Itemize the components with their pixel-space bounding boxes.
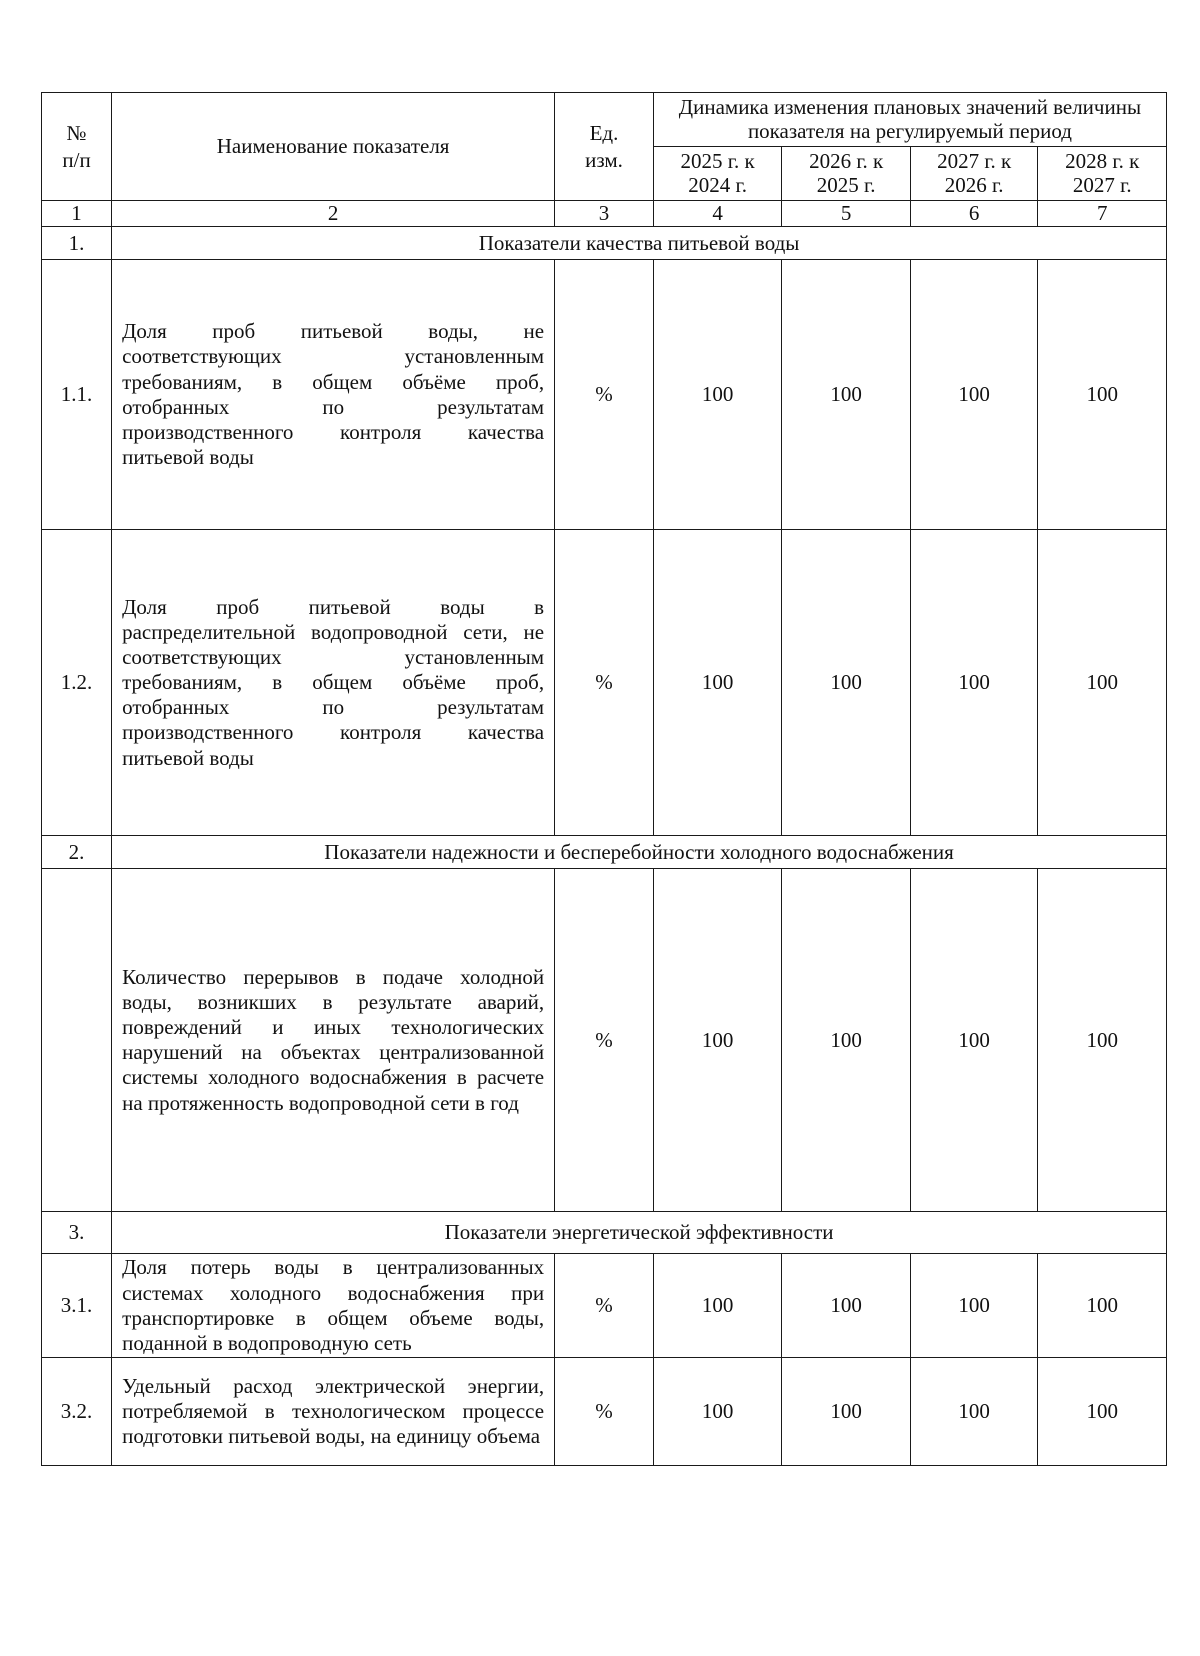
header-period-label: 2025 г. к 2024 г.: [680, 148, 755, 197]
row-num: 3.1.: [42, 1254, 112, 1358]
row-unit: %: [555, 260, 654, 530]
header-num-cell: [42, 93, 112, 201]
column-number: 6: [910, 201, 1037, 227]
header-unit-cell: [555, 93, 654, 201]
row-value: 100: [1038, 260, 1167, 530]
row-value: 100: [782, 1254, 911, 1358]
table-row: [42, 1358, 1167, 1466]
header-dynamics-cell: [653, 93, 1166, 147]
header-period-label: 2028 г. к 2027 г.: [1065, 148, 1140, 197]
table-row: [42, 1254, 1167, 1358]
header-period-2: [782, 147, 911, 201]
row-value: 100: [782, 530, 911, 836]
column-number: 4: [653, 201, 782, 227]
row-value: 100: [653, 260, 782, 530]
row-name-text: Удельный расход электрической энергии, потребляемой в технологическом процессе подготовки питьевой воды, на единицу объема: [122, 1373, 545, 1449]
row-name: [112, 530, 555, 836]
row-num: [42, 869, 112, 1212]
header-unit-label: Ед. изм.: [585, 121, 623, 172]
row-name: [112, 260, 555, 530]
section-num: 1.: [42, 227, 112, 260]
row-num: 1.1.: [42, 260, 112, 530]
column-number: 5: [782, 201, 911, 227]
column-numbers-row: [42, 201, 1167, 227]
table-row: [42, 260, 1167, 530]
row-name-text: Количество перерывов в подаче холодной воды, возникших в результате аварий, повреждений и иных технологических нарушений на объектах централизованной системы холодного водоснабжения в расчете на протяженность водопроводной сети в год: [122, 964, 545, 1115]
section-num: 3.: [42, 1212, 112, 1254]
header-dynamics-label: Динамика изменения плановых значений величины показателя на регулируемый период: [678, 94, 1142, 143]
row-value: 100: [910, 1254, 1037, 1358]
header-num-label: № п/п: [62, 121, 91, 172]
table-row: [42, 530, 1167, 836]
row-value: 100: [1038, 869, 1167, 1212]
row-value: 100: [653, 1254, 782, 1358]
section-header-row: [42, 227, 1167, 260]
section-header-row: [42, 1212, 1167, 1254]
header-period-label: 2026 г. к 2025 г.: [809, 148, 884, 197]
row-unit: %: [555, 1254, 654, 1358]
header-name-cell: [112, 93, 555, 201]
row-value: 100: [653, 530, 782, 836]
header-period-1: [653, 147, 782, 201]
row-unit: %: [555, 869, 654, 1212]
table-row: [42, 869, 1167, 1212]
row-value: 100: [910, 260, 1037, 530]
row-value: 100: [910, 530, 1037, 836]
row-value: 100: [1038, 530, 1167, 836]
header-period-4: [1038, 147, 1167, 201]
row-name-text: Доля потерь воды в централизованных системах холодного водоснабжения при транспортировке в общем объеме воды, поданной в водопроводную сеть: [122, 1255, 545, 1355]
row-num: 1.2.: [42, 530, 112, 836]
row-value: 100: [782, 1358, 911, 1466]
section-title: Показатели качества питьевой воды: [112, 227, 1167, 260]
row-value: 100: [910, 1358, 1037, 1466]
row-num: 3.2.: [42, 1358, 112, 1466]
row-value: 100: [782, 869, 911, 1212]
row-name: [112, 869, 555, 1212]
row-name: [112, 1358, 555, 1466]
row-name-text: Доля проб питьевой воды в распределительной водопроводной сети, не соответствующих установленным требованиям, в общем объёме проб, отобранных по результатам производственного контроля качества питьевой воды: [122, 594, 545, 770]
column-number: 7: [1038, 201, 1167, 227]
column-number: 2: [112, 201, 555, 227]
header-name-label: Наименование показателя: [216, 133, 450, 158]
row-value: 100: [910, 869, 1037, 1212]
section-num: 2.: [42, 836, 112, 869]
row-name: [112, 1254, 555, 1358]
row-unit: %: [555, 530, 654, 836]
column-number: 3: [555, 201, 654, 227]
indicators-table: [41, 92, 1167, 1466]
column-number: 1: [42, 201, 112, 227]
row-unit: %: [555, 1358, 654, 1466]
row-value: 100: [653, 869, 782, 1212]
row-name-text: Доля проб питьевой воды, не соответствующих установленным требованиям, в общем объёме проб, отобранных по результатам производственного контроля качества питьевой воды: [122, 319, 545, 470]
row-value: 100: [1038, 1358, 1167, 1466]
row-value: 100: [782, 260, 911, 530]
section-header-row: [42, 836, 1167, 869]
section-title: Показатели надежности и бесперебойности холодного водоснабжения: [112, 836, 1167, 869]
section-title: Показатели энергетической эффективности: [112, 1212, 1167, 1254]
header-period-3: [910, 147, 1037, 201]
row-value: 100: [653, 1358, 782, 1466]
row-value: 100: [1038, 1254, 1167, 1358]
header-period-label: 2027 г. к 2026 г.: [937, 148, 1012, 197]
